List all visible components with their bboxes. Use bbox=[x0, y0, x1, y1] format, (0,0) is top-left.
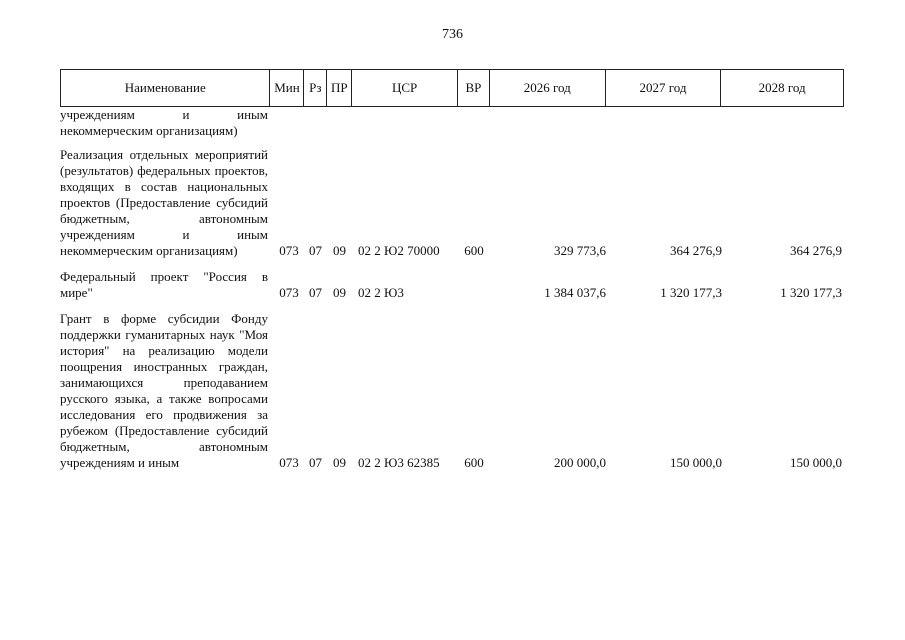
row-2027: 1 320 177,3 bbox=[660, 285, 722, 300]
header-min: Мин bbox=[270, 70, 304, 106]
row-name: учреждениям и иным некоммерческим организациям) bbox=[60, 107, 268, 138]
row-2028: 364 276,9 bbox=[790, 243, 842, 258]
header-name: Наименование bbox=[61, 70, 270, 106]
row-pr: 09 bbox=[333, 455, 346, 470]
row-name: Грант в форме субсидии Фонду поддержки гуманитарных наук "Моя история" на реализацию модели поощрения иностранных граждан, занимающихся преподаванием русского языка, а также вопросами исследования его продвижения за рубежом (Предоставление субсидий бюджетным, автономным учреждениям и иным bbox=[60, 311, 268, 470]
row-2027: 150 000,0 bbox=[670, 455, 722, 470]
row-name: Реализация отдельных мероприятий (результатов) федеральных проектов, входящих в состав национальных проектов (Предоставление субсидий бюджетным, автономным учреждениям и иным некоммерческим организациям) bbox=[60, 147, 268, 258]
header-vr: ВР bbox=[458, 70, 490, 106]
row-csr: 02 2 Ю3 62385 bbox=[358, 455, 440, 470]
row-2027: 364 276,9 bbox=[670, 243, 722, 258]
row-name: Федеральный проект "Россия в мире" bbox=[60, 269, 268, 300]
row-rz: 07 bbox=[309, 243, 322, 258]
row-pr: 09 bbox=[333, 285, 346, 300]
table-body bbox=[60, 107, 844, 478]
header-2027: 2027 год bbox=[606, 70, 722, 106]
row-csr: 02 2 Ю3 bbox=[358, 285, 404, 300]
table-row bbox=[60, 269, 844, 301]
row-rz: 07 bbox=[309, 455, 322, 470]
table-row bbox=[60, 147, 844, 259]
table-row bbox=[60, 107, 844, 139]
row-csr: 02 2 Ю2 70000 bbox=[358, 243, 440, 258]
header-2028: 2028 год bbox=[758, 80, 806, 95]
row-vr: 600 bbox=[464, 243, 484, 258]
row-pr: 09 bbox=[333, 243, 346, 258]
row-vr: 600 bbox=[464, 455, 484, 470]
row-2026: 329 773,6 bbox=[554, 243, 606, 258]
row-min: 073 bbox=[279, 243, 299, 258]
header-csr: ЦСР bbox=[352, 70, 458, 106]
row-2026: 1 384 037,6 bbox=[544, 285, 606, 300]
header-pr: ПР bbox=[327, 70, 352, 106]
row-rz: 07 bbox=[309, 285, 322, 300]
table-header bbox=[60, 69, 844, 107]
row-min: 073 bbox=[279, 455, 299, 470]
header-2026: 2026 год bbox=[490, 70, 606, 106]
header-rz: Рз bbox=[304, 70, 327, 106]
row-2028: 150 000,0 bbox=[790, 455, 842, 470]
table-row bbox=[60, 311, 844, 471]
page-number: 736 bbox=[442, 27, 463, 42]
row-2026: 200 000,0 bbox=[554, 455, 606, 470]
row-2028: 1 320 177,3 bbox=[780, 285, 842, 300]
row-min: 073 bbox=[279, 285, 299, 300]
